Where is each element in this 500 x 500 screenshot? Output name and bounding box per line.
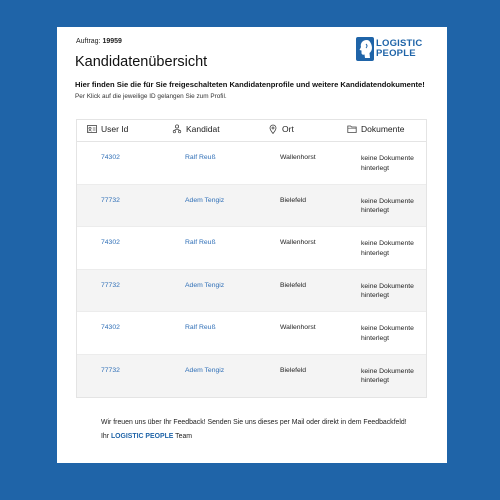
- logo-text-line2: PEOPLE: [376, 47, 416, 59]
- candidate-name-link[interactable]: Adem Tengiz: [185, 366, 225, 374]
- feedback-text: Wir freuen uns über Ihr Feedback! Senden Sie uns dieses per Mail oder direkt in dem Feedbackfeld!: [101, 419, 407, 426]
- user-id-link[interactable]: 77732: [101, 366, 120, 374]
- location-text: Wallenhorst: [280, 324, 316, 332]
- location-text: Bielefeld: [280, 196, 307, 204]
- candidate-table: [76, 119, 427, 398]
- head-profile-icon: [356, 37, 374, 61]
- id-card-icon: [87, 124, 97, 134]
- documents-status: keine Dokumente hinterlegt: [361, 240, 414, 257]
- user-id-link[interactable]: 74302: [101, 154, 120, 161]
- candidate-name-link[interactable]: Adem Tengiz: [185, 196, 225, 204]
- header-location: Ort: [268, 124, 294, 134]
- map-pin-icon: [268, 124, 278, 134]
- people-icon: [172, 124, 182, 134]
- documents-status: keine Dokumente hinterlegt: [361, 367, 414, 385]
- documents-status: keine Dokumente hinterlegt: [361, 325, 414, 342]
- location-text: Bielefeld: [280, 366, 307, 374]
- candidate-overview-card: [57, 27, 447, 463]
- intro-text: Hier finden Sie die für Sie freigeschalteten Kandidatenprofile und weitere Kandidatendokumente!: [75, 80, 425, 89]
- user-id-link[interactable]: 74302: [101, 239, 120, 247]
- intro-hint: Per Klick auf die jeweilige ID gelangen Sie zum Profil.: [75, 93, 227, 100]
- signature: Ihr LOGISTIC PEOPLE Team: [101, 433, 193, 440]
- table-header: [77, 120, 426, 142]
- page-title: Kandidatenübersicht: [75, 54, 208, 70]
- header-user-id: User Id: [87, 124, 128, 134]
- table-row: [77, 142, 426, 185]
- order-number: Auftrag: 19959: [76, 38, 122, 45]
- candidate-name-link[interactable]: Adem Tengiz: [185, 281, 225, 289]
- folder-icon: [347, 124, 357, 134]
- logistic-people-logo: [356, 36, 433, 61]
- location-text: Bielefeld: [280, 281, 307, 289]
- header-documents: Dokumente: [347, 124, 404, 134]
- table-row: [77, 312, 426, 355]
- logo-text-line1: LOGISTIC: [376, 37, 423, 49]
- candidate-name-link[interactable]: Ralf Reuß: [185, 239, 216, 247]
- brand-name: LOGISTIC PEOPLE: [110, 433, 174, 440]
- location-text: Wallenhorst: [280, 154, 316, 161]
- location-text: Wallenhorst: [280, 239, 316, 247]
- header-candidate: Kandidat: [172, 124, 220, 134]
- candidate-name-link[interactable]: Ralf Reuß: [185, 324, 216, 332]
- documents-status: keine Dokumente hinterlegt: [361, 155, 414, 172]
- table-row: [77, 185, 426, 228]
- table-row: [77, 355, 426, 397]
- user-id-link[interactable]: 77732: [101, 281, 120, 289]
- user-id-link[interactable]: 74302: [101, 324, 120, 332]
- table-row: [77, 270, 426, 313]
- documents-status: keine Dokumente hinterlegt: [361, 197, 414, 215]
- documents-status: keine Dokumente hinterlegt: [361, 282, 414, 300]
- table-row: [77, 227, 426, 270]
- user-id-link[interactable]: 77732: [101, 196, 120, 204]
- candidate-name-link[interactable]: Ralf Reuß: [185, 154, 216, 161]
